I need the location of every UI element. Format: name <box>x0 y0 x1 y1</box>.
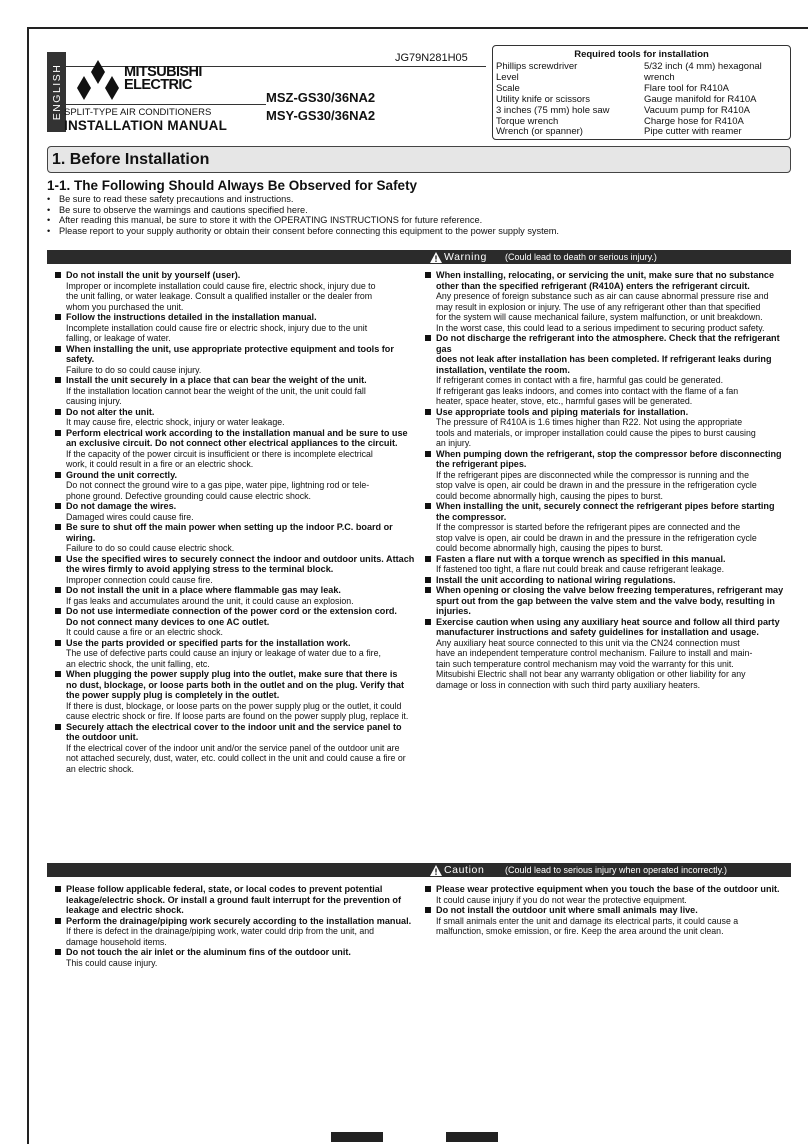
caution-item <box>52 884 418 916</box>
warning-item <box>422 554 788 575</box>
warning-item-detail: If gas leaks and accumulates around the unit, it could cause an explosion. <box>66 595 354 606</box>
manual-title: INSTALLATION MANUAL <box>64 118 228 133</box>
footer-mark <box>331 1132 383 1142</box>
warning-item <box>422 407 788 449</box>
caution-label: Caution <box>444 864 485 876</box>
warning-item <box>52 669 418 722</box>
safety-bullet: • Be sure to read these safety precautions and instructions. <box>47 194 559 205</box>
warning-item-detail: If fastened too tight, a flare nut could break and cause refrigerant leakage. <box>436 564 725 574</box>
warning-item <box>52 344 418 376</box>
tool-item: Pipe cutter with reamer <box>644 126 742 138</box>
warning-item-detail: If there is dust, blockage, or loose parts on the power supply plug or the outlet, it could cause electric shock or fire. If loose parts are found on the power supply plug, replace it. <box>66 700 409 721</box>
warning-item-title: Do not install the unit by yourself (user). <box>52 270 418 281</box>
warning-item-title: Fasten a flare nut with a torque wrench as specified in this manual. <box>422 554 788 565</box>
caution-right-column <box>422 884 788 937</box>
warning-item <box>52 606 418 638</box>
tool-item: Torque wrench <box>496 115 559 127</box>
caution-bar <box>47 863 791 877</box>
warning-item-detail: If the installation location cannot bear the weight of the unit, the unit could fall causing injury. <box>66 385 366 406</box>
warning-item-detail: Failure to do so could cause electric shock. <box>66 543 235 553</box>
warning-item-detail: The pressure of R410A is 1.6 times higher than R22. Not using the appropriate tools and materials, or improper installation could cause the pipes to burst causing an injury. <box>436 417 756 448</box>
warning-item <box>52 407 418 428</box>
warning-item-detail: Improper connection could cause fire. <box>66 574 213 585</box>
tool-item: Level <box>496 71 519 83</box>
caution-item <box>422 905 788 937</box>
warning-item <box>52 470 418 502</box>
warning-bar <box>47 250 791 264</box>
warning-item-title: Be sure to shut off the main power when setting up the indoor P.C. board or wiring. <box>52 522 418 543</box>
warning-item-title: Exercise caution when using any auxiliary heat source and follow all third party manufacturer instructions and safety guidelines for installation and usage. <box>422 617 788 638</box>
tool-item: Gauge manifold for R410A <box>644 93 757 105</box>
warning-item <box>52 501 418 522</box>
warning-item <box>422 585 788 617</box>
warning-item-detail: If the compressor is started before the refrigerant pipes are connected and the stop valve is open, air could be drawn in and the pressure in the refrigeration cycle could become abnormally high, causing the pipes to burst. <box>436 522 757 553</box>
warning-item <box>52 638 418 670</box>
tool-item: Flare tool for R410A <box>644 82 730 94</box>
warning-item <box>52 428 418 470</box>
warning-left-column <box>52 270 418 774</box>
warning-item-title: Do not damage the wires. <box>52 501 418 512</box>
warning-item <box>422 575 788 586</box>
tool-item: wrench <box>644 71 675 83</box>
tool-item: Scale <box>496 82 520 94</box>
warning-item-title: Use appropriate tools and piping materials for installation. <box>422 407 788 418</box>
caution-item-title: Perform the drainage/piping work securely according to the installation manual. <box>52 916 418 927</box>
warning-item <box>52 722 418 775</box>
warning-item-detail: If the electrical cover of the indoor unit and/or the service panel of the outdoor unit are not attached securely, dust, water, etc. could collect in the unit and could cause a fire or an electric shock. <box>66 742 406 774</box>
warning-item-detail: The use of defective parts could cause an injury or leakage of water due to a fire, an electric shock, the unit falling, etc. <box>66 648 381 669</box>
warning-item-title: Do not install the unit in a place where flammable gas may leak. <box>52 585 418 596</box>
warning-item-title: Use the parts provided or specified parts for the installation work. <box>52 638 418 649</box>
warning-item-detail: Any auxiliary heat source connected to this unit via the CN24 connection must have an independent temperature control mechanism. Failure to install and main- tain such temperature control mechanism may void the warranty for this unit. Mitsubishi Electric shall not bear any warranty obligation or other liability for any damage or loss in connection with such third party auxiliary heaters. <box>436 637 753 690</box>
footer-mark <box>446 1132 498 1142</box>
warning-item-detail: Incomplete installation could cause fire or electric shock, injury due to the unit falling, or leakage of water. <box>66 322 368 343</box>
warning-item <box>52 375 418 407</box>
warning-item-title: When opening or closing the valve below freezing temperatures, refrigerant may spurt out from the gap between the valve stem and the valve body, resulting in injuries. <box>422 585 788 617</box>
safety-bullet: • Please report to your supply authority or obtain their consent before connecting this equipment to the power supply system. <box>47 226 559 237</box>
warning-item-title: Install the unit according to national wiring regulations. <box>422 575 788 586</box>
warning-item <box>52 270 418 312</box>
caution-item <box>52 916 418 948</box>
warning-item-detail: It could cause a fire or an electric shock. <box>66 627 223 637</box>
warning-item-detail: Improper or incomplete installation could cause fire, electric shock, injury due to the unit falling, or water leakage. Consult a qualified installer or the dealer from whom you purchased the unit. <box>66 280 376 312</box>
tool-item: Vacuum pump for R410A <box>644 104 750 116</box>
warning-item-title: Install the unit securely in a place that can bear the weight of the unit. <box>52 375 418 386</box>
warning-item-title: When installing the unit, securely connect the refrigerant pipes before starting the compressor. <box>422 501 788 522</box>
warning-item <box>52 554 418 586</box>
caution-item <box>52 947 418 968</box>
warning-item <box>52 585 418 606</box>
warning-item-detail: Damaged wires could cause fire. <box>66 511 194 522</box>
warning-item-title: Do not discharge the refrigerant into the atmosphere. Check that the refrigerant gas does not leak after installation has been completed. If refrigerant leaks during installation, ventilate the room. <box>422 333 788 375</box>
caution-item-detail: If there is defect in the drainage/piping work, water could drip from the unit, and damage household items. <box>66 926 375 947</box>
model-number: MSY-GS30/36NA2 <box>266 108 376 123</box>
tools-title: Required tools for installation <box>574 49 709 60</box>
warning-item-title: When installing the unit, use appropriate protective equipment and tools for safety. <box>52 344 418 365</box>
caution-item-detail: It could cause injury if you do not wear the protective equipment. <box>436 894 687 905</box>
warning-icon <box>430 252 442 263</box>
model-number: MSZ-GS30/36NA2 <box>266 90 376 105</box>
brand-name: MITSUBISHI ELECTRIC <box>124 64 202 93</box>
document-code: JG79N281H05 <box>395 52 468 64</box>
warning-item-detail: Any presence of foreign substance such as air can cause abnormal pressure rise and may result in explosion or injury. The use of any refrigerant other than that specified for the system will cause mechanical failure, system malfunction, or unit breakdown. In the worst case, this could lead to a serious impediment to securing product safety. <box>436 291 769 333</box>
tool-item: 5/32 inch (4 mm) hexagonal <box>644 61 762 72</box>
tool-item: Charge hose for R410A <box>644 115 744 127</box>
section-header: 1. Before Installation <box>47 146 791 173</box>
warning-item <box>52 522 418 554</box>
caution-item-title: Please wear protective equipment when you touch the base of the outdoor unit. <box>422 884 788 895</box>
warning-item <box>422 270 788 333</box>
caution-item-detail: If small animals enter the unit and damage its electrical parts, it could cause a malfunction, smoke emission, or fire. Keep the area around the unit clean. <box>436 915 739 936</box>
warning-item <box>422 501 788 554</box>
warning-item-detail: Do not connect the ground wire to a gas pipe, water pipe, lightning rod or tele- phone ground. Defective grounding could cause electric shock. <box>66 480 370 501</box>
safety-bullet: • Be sure to observe the warnings and cautions specified here. <box>47 205 559 216</box>
warning-item-title: When plugging the power supply plug into the outlet, make sure that there is no dust, blockage, or loose parts both in the outlet and on the plug. Verify that the power supply plug is completely in the outlet. <box>52 669 418 701</box>
warning-item-title: Securely attach the electrical cover to the indoor unit and the service panel to the outdoor unit. <box>52 722 418 743</box>
tools-left-list <box>496 62 610 138</box>
safety-bullet: • After reading this manual, be sure to store it with the OPERATING INSTRUCTIONS for future reference. <box>47 215 559 226</box>
caution-item <box>422 884 788 905</box>
warning-item-title: Follow the instructions detailed in the installation manual. <box>52 312 418 323</box>
warning-item <box>422 617 788 691</box>
caution-item-title: Please follow applicable federal, state, or local codes to prevent potential leakage/electric shock. Or install a ground fault interrupt for the prevention of leakage and electric shock. <box>52 884 418 916</box>
caution-item-detail: This could cause injury. <box>66 957 158 968</box>
header-rule-bottom <box>66 104 266 105</box>
tools-right-list <box>644 62 762 138</box>
warning-item-detail: If refrigerant comes in contact with a fire, harmful gas could be generated. If refrigerant gas leaks indoors, and comes into contact with the flame of a fan heater, space heater, stove, etc., harmful gases will be generated. <box>436 375 739 406</box>
caution-item-title: Do not install the outdoor unit where small animals may live. <box>422 905 788 916</box>
warning-right-column <box>422 270 788 690</box>
warning-note: (Could lead to death or serious injury.) <box>505 252 657 262</box>
warning-item-detail: If the refrigerant pipes are disconnected while the compressor is running and the stop valve is open, air could be drawn in and the pressure in the refrigeration cycle could become abnormally high, causing the pipes to burst. <box>436 469 757 501</box>
caution-left-column <box>52 884 418 968</box>
warning-item-title: When pumping down the refrigerant, stop the compressor before disconnecting the refrigerant pipes. <box>422 449 788 470</box>
tool-item: Utility knife or scissors <box>496 93 590 105</box>
warning-item <box>52 312 418 344</box>
warning-item <box>422 449 788 502</box>
warning-item-detail: If the capacity of the power circuit is insufficient or there is incomplete electrical work, it could result in a fire or an electric shock. <box>66 448 373 469</box>
caution-note: (Could lead to serious injury when operated incorrectly.) <box>505 865 727 875</box>
subsection-title: 1-1. The Following Should Always Be Observed for Safety <box>47 178 418 193</box>
warning-item-detail: Failure to do so could cause injury. <box>66 364 202 375</box>
caution-icon <box>430 865 442 876</box>
warning-item-title: Perform electrical work according to the installation manual and be sure to use an exclusive circuit. Do not connect other electrical appliances to the circuit. <box>52 428 418 449</box>
mitsubishi-logo <box>70 58 126 102</box>
tool-item: Wrench (or spanner) <box>496 126 583 138</box>
tool-item: Phillips screwdriver <box>496 61 578 72</box>
warning-item-title: Do not use intermediate connection of the power cord or the extension cord. Do not connect many devices to one AC outlet. <box>52 606 418 627</box>
warning-item-title: Use the specified wires to securely connect the indoor and outdoor units. Attach the wires firmly to avoid applying stress to the terminal block. <box>52 554 418 575</box>
product-type: SPLIT-TYPE AIR CONDITIONERS <box>64 107 212 118</box>
warning-item-title: Ground the unit correctly. <box>52 470 418 481</box>
warning-item <box>422 333 788 407</box>
language-tab: ENGLISH <box>47 52 66 132</box>
required-tools-box <box>492 45 791 140</box>
safety-bullets <box>47 194 559 236</box>
warning-label: Warning <box>444 251 487 263</box>
tool-item: 3 inches (75 mm) hole saw <box>496 104 610 116</box>
caution-item-title: Do not touch the air inlet or the aluminum fins of the outdoor unit. <box>52 947 418 958</box>
warning-item-title: Do not alter the unit. <box>52 407 418 418</box>
warning-item-title: When installing, relocating, or servicing the unit, make sure that no substance other than the specified refrigerant (R410A) enters the refrigerant circuit. <box>422 270 788 291</box>
warning-item-detail: It may cause fire, electric shock, injury or water leakage. <box>66 417 285 427</box>
